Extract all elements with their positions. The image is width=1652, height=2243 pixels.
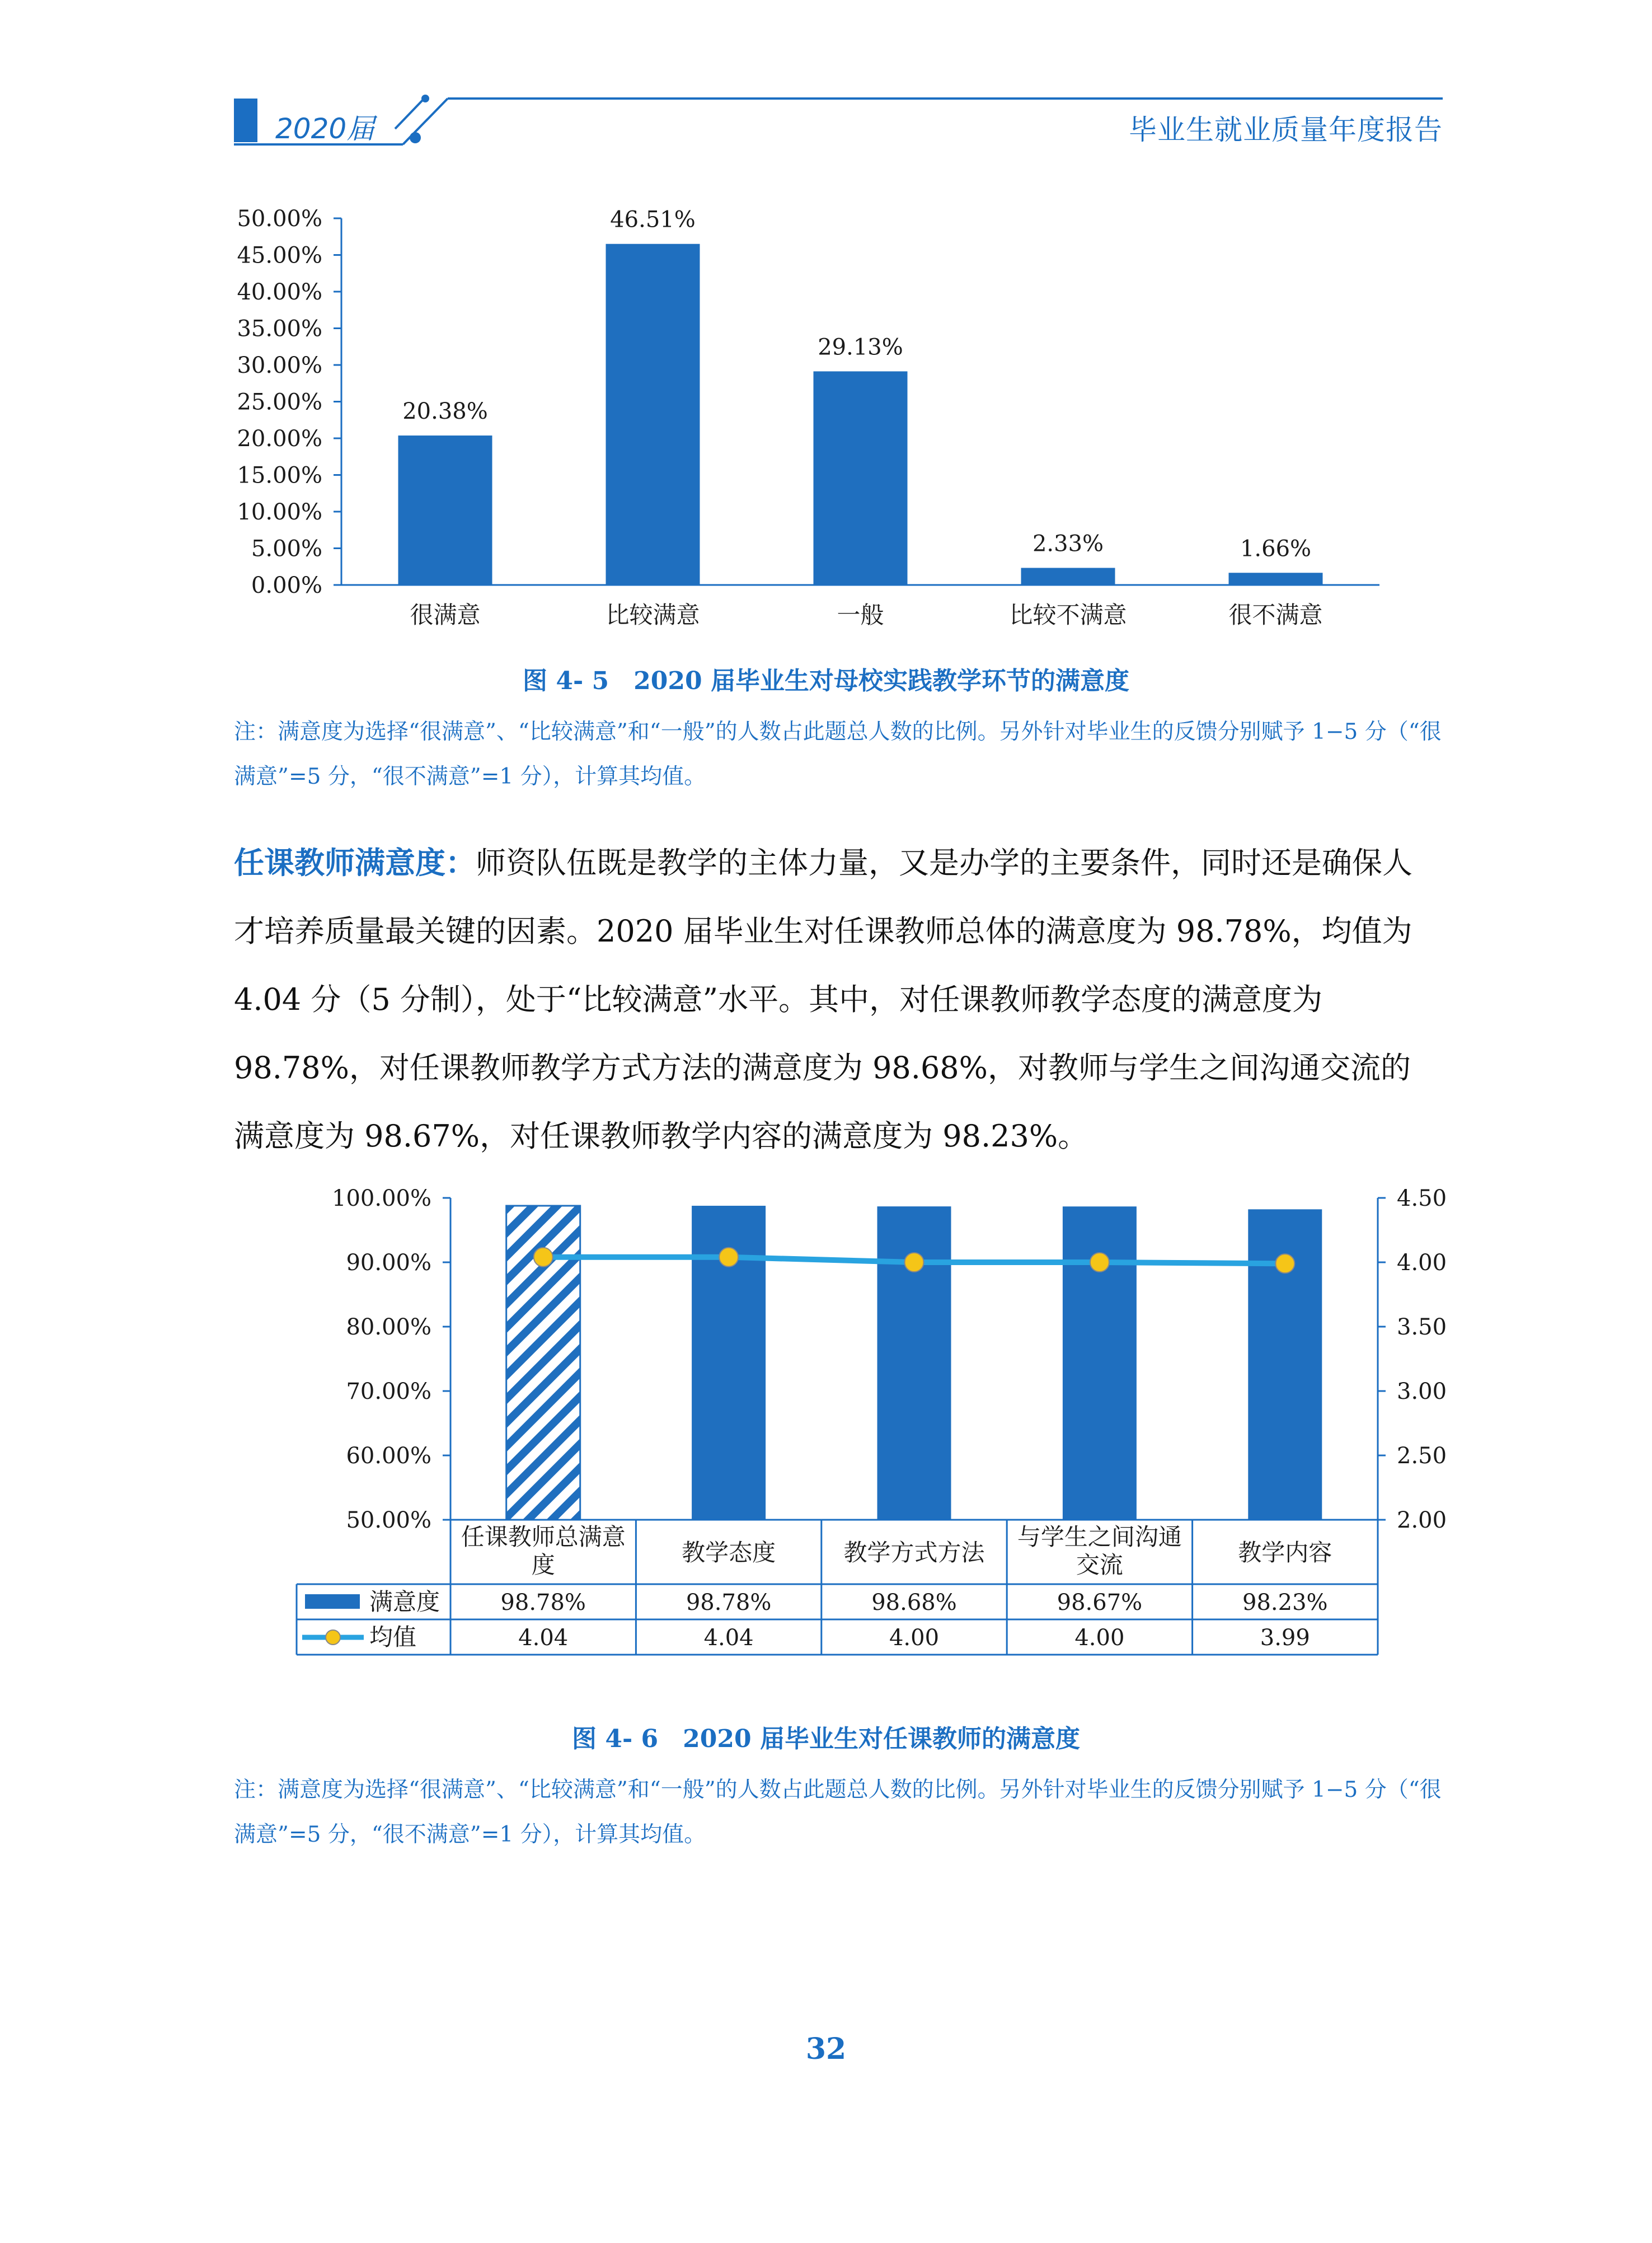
- page-number: 32: [805, 2032, 847, 2066]
- chart2-right-tick-label: 2.00: [1397, 1507, 1447, 1533]
- chart1-data-label: 1.66%: [1240, 536, 1312, 562]
- chart2-category-label: 教学方式方法: [843, 1539, 985, 1566]
- chart1-data-label: 20.38%: [402, 399, 488, 425]
- chart2-left-tick-label: 80.00%: [346, 1314, 431, 1340]
- chart1-category-label: 比较不满意: [1009, 601, 1127, 629]
- chart1-y-tick-label: 15.00%: [237, 462, 322, 489]
- chart1-category-label: 很满意: [410, 601, 481, 629]
- figure-4-6-caption: 图 4- 6 2020 届毕业生对任课教师的满意度: [572, 1725, 1080, 1753]
- chart2-legend-marker-key: [326, 1630, 340, 1645]
- paragraph-lead: 任课教师满意度：: [234, 845, 476, 881]
- chart2-table-value-satisfaction: 98.67%: [1057, 1590, 1143, 1615]
- chart2-right-tick-label: 2.50: [1397, 1443, 1447, 1469]
- chart1-y-tick-label: 5.00%: [251, 536, 322, 562]
- chart2-table-value-satisfaction: 98.23%: [1242, 1590, 1328, 1615]
- chart1-y-tick-label: 35.00%: [237, 316, 322, 342]
- chart1-y-tick-label: 10.00%: [237, 499, 322, 525]
- chart2-left-tick-label: 70.00%: [346, 1379, 431, 1404]
- chart2-table-value-mean: 4.00: [889, 1625, 940, 1651]
- chart2-table-value-mean: 4.04: [703, 1625, 754, 1651]
- chart2-left-tick-label: 60.00%: [346, 1443, 431, 1469]
- chart2-table-value-mean: 4.00: [1074, 1625, 1125, 1651]
- chart2-mean-point: [1275, 1254, 1294, 1273]
- figure-4-5-caption: 图 4- 5 2020 届毕业生对母校实践教学环节的满意度: [523, 667, 1129, 695]
- chart2-mean-point: [719, 1248, 738, 1267]
- chart2-category-label: 与学生之间沟通交流: [1017, 1523, 1182, 1579]
- paragraph-text: 师资队伍既是教学的主体力量，又是办学的主要条件，同时还是确保人才培养质量最关键的因素。2020 届毕业生对任课教师总体的满意度为 98.78%，均值为 4.04 分（5 分制），处于“比较满意”水平。其中，对任课教师教学态度的满意度为 98.78%，对任课教师教学方式方法的满意度为 98.68%，对教师与学生之间沟通交流的满意度为 98.67%，对任课教师教学内容的满意度为 98.23%。: [234, 845, 1412, 1154]
- chart2-legend-bar-key: [305, 1594, 360, 1609]
- chart1-data-label: 46.51%: [610, 207, 696, 233]
- chart1-data-label: 29.13%: [818, 334, 903, 360]
- chart2-right-tick-label: 3.00: [1397, 1379, 1447, 1404]
- chart2-table-value-satisfaction: 98.78%: [686, 1590, 772, 1615]
- chart1-y-tick-label: 40.00%: [237, 279, 322, 305]
- chart1-y-tick-label: 45.00%: [237, 242, 322, 269]
- chart1-y-tick-label: 0.00%: [251, 573, 322, 598]
- figure-4-5-note: 注：满意度为选择“很满意”、“比较满意”和“一般”的人数占此题总人数的比例。另外针对毕业生的反馈分别赋予 1−5 分（“很满意”=5 分，“很不满意”=1 分），计算其均值。: [234, 719, 1442, 789]
- header-year: 2020届: [275, 113, 375, 145]
- chart2-table-value-mean: 3.99: [1260, 1625, 1310, 1651]
- chart1-category-label: 很不满意: [1228, 601, 1323, 629]
- chart2-left-tick-label: 100.00%: [332, 1186, 431, 1211]
- chart2-category-label: 教学态度: [682, 1539, 776, 1566]
- chart2-category-label: 任课教师总满意度: [461, 1523, 626, 1579]
- chart2-legend-bar-name: 满意度: [369, 1588, 440, 1615]
- chart2-table-value-satisfaction: 98.78%: [500, 1590, 586, 1615]
- chart2-legend-line-name: 均值: [369, 1623, 417, 1651]
- chart1-data-label: 2.33%: [1032, 531, 1104, 557]
- chart1-y-tick-label: 25.00%: [237, 389, 322, 415]
- chart2-table-value-satisfaction: 98.68%: [871, 1590, 957, 1615]
- chart1-category-label: 一般: [837, 601, 884, 629]
- header-report-title: 毕业生就业质量年度报告: [1129, 114, 1443, 146]
- chart2-right-tick-label: 3.50: [1397, 1314, 1447, 1340]
- chart2-mean-point: [905, 1253, 924, 1272]
- chart2-left-tick-label: 50.00%: [346, 1507, 431, 1533]
- chart2-mean-point: [534, 1248, 553, 1267]
- chart1-y-tick-label: 50.00%: [237, 206, 322, 232]
- chart2-left-tick-label: 90.00%: [346, 1250, 431, 1276]
- chart2-category-label: 教学内容: [1238, 1539, 1332, 1566]
- chart2-right-tick-label: 4.50: [1397, 1186, 1447, 1211]
- chart1-y-tick-label: 30.00%: [237, 353, 322, 378]
- chart2-table-value-mean: 4.04: [518, 1625, 569, 1651]
- chart1-y-tick-label: 20.00%: [237, 426, 322, 452]
- figure-4-6-note: 注：满意度为选择“很满意”、“比较满意”和“一般”的人数占此题总人数的比例。另外针对毕业生的反馈分别赋予 1−5 分（“很满意”=5 分，“很不满意”=1 分），计算其均值。: [234, 1777, 1442, 1847]
- chart2-mean-point: [1090, 1253, 1109, 1272]
- chart1-category-label: 比较满意: [606, 601, 700, 629]
- chart2-right-tick-label: 4.00: [1397, 1250, 1447, 1276]
